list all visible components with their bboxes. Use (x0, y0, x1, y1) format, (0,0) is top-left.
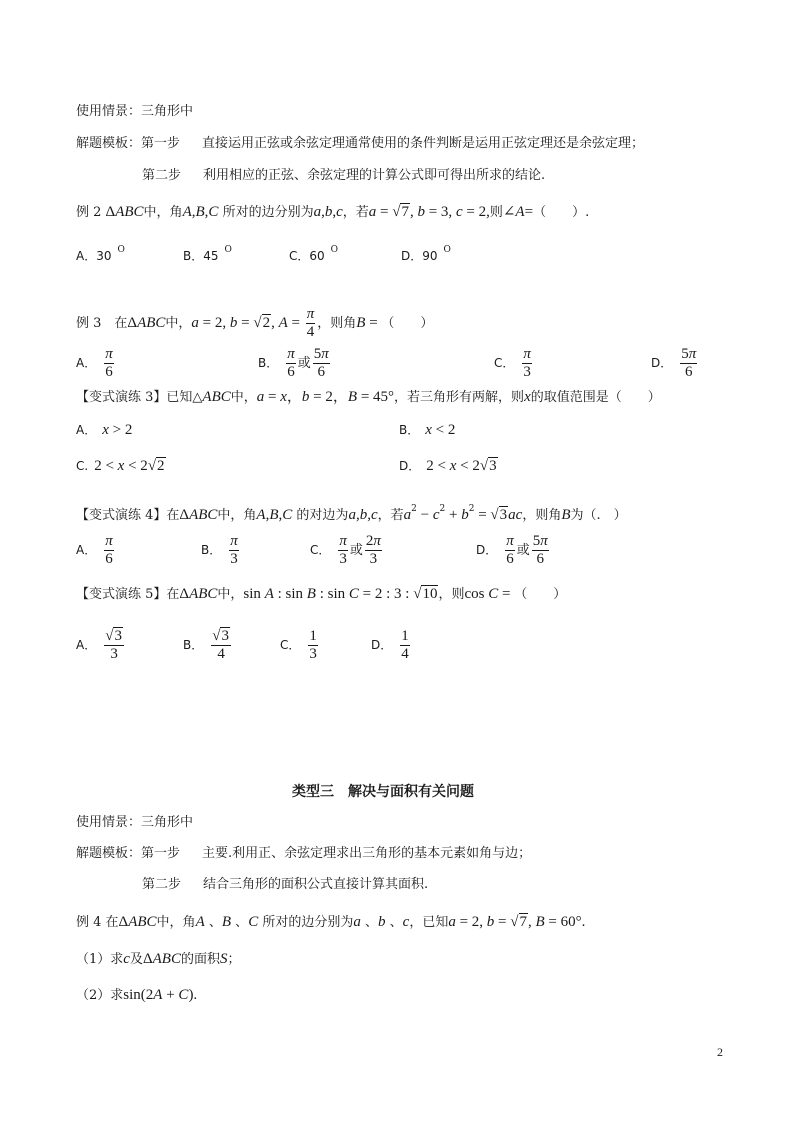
example-3-option-c: C． $\frac{\pi}{3}$ (494, 346, 531, 380)
variation-5-option-d: D． $\frac{1}{4}$ (371, 628, 409, 662)
example-3-option-b: B． $\frac{\pi}{6}$ 或 $\frac{5\pi}{6}$ (258, 346, 329, 380)
example-4-question: 例 4 在ΔABC中，角A 、B 、C 所对的边分别为a 、b 、c，已知a = 2, b = √7, B = 60°. (76, 914, 586, 930)
variation-5-option-c: C． $\frac{1}{3}$ (280, 628, 317, 662)
variation-3-question: 【变式演练 3】已知△ABC中，a = x，b = 2，B = 45°，若三角形有两解，则x的取值范围是（ ） (76, 389, 661, 405)
section-title: 类型三 解决与面积有关问题 (292, 784, 474, 800)
section-scenario-line: 使用情景：三角形中 (76, 815, 194, 830)
variation-4-option-c: C． $\frac{\pi}{3}$ 或 $\frac{2\pi}{3}$ (310, 533, 381, 567)
scenario-line: 使用情景：三角形中 (76, 104, 194, 119)
example-2-option-d: D．90 $^O$ (401, 245, 451, 263)
example-2-option-a: A．30 $^O$ (76, 245, 125, 263)
example-2-option-c: C．60 $^O$ (289, 245, 339, 263)
section-step1-line: 解题模板：第一步 主要.利用正、余弦定理求出三角形的基本元素如角与边； (76, 846, 532, 861)
page-number: 2 (717, 1045, 723, 1059)
variation-4-question: 【变式演练 4】在ΔABC中，角A,B,C 的对边为a,b,c，若$a^2 - c^2 + b^2 = √3ac$，则角B为（. ） (76, 504, 627, 523)
example-4-part-2: （2）求sin(2A + C). (76, 987, 198, 1003)
section-step2-line: 第二步 结合三角形的面积公式直接计算其面积. (142, 877, 429, 892)
variation-5-option-a: A． $\frac{√3}{3}$ (76, 628, 122, 662)
example-2-option-b: B．45 $^O$ (183, 245, 232, 263)
example-3-option-a: A． $\frac{\pi}{6}$ (76, 346, 113, 380)
example-3-question: 例 3 在ΔABC中，a = 2, b = √2, A = $\frac{\pi}{4}$ ，则角B = （ ） (76, 306, 434, 340)
variation-3-option-b: B． x < 2 (399, 422, 456, 438)
variation-4-option-a: A． $\frac{\pi}{6}$ (76, 533, 113, 567)
variation-3-option-d: D． 2 < x < 2√3 (399, 458, 497, 474)
example-3-option-d: D． $\frac{5\pi}{6}$ (651, 346, 697, 380)
example-2-question: 例 2 ΔABC中，角A,B,C 所对的边分别为a,b,c，若a = √7, b = 3, c = 2,则∠A=（ ）. (76, 204, 590, 220)
example-4-part-1: （1）求c及ΔABC的面积S； (76, 951, 241, 967)
step1-line: 解题模板：第一步 直接运用正弦或余弦定理通常使用的条件判断是运用正弦定理还是余弦定理； (76, 136, 645, 151)
variation-4-option-b: B． $\frac{\pi}{3}$ (201, 533, 238, 567)
variation-3-option-a: A． x > 2 (76, 422, 133, 438)
step2-line: 第二步 利用相应的正弦、余弦定理的计算公式即可得出所求的结论. (142, 168, 546, 183)
variation-3-option-c: C. 2 < x < 2√2 (76, 458, 165, 474)
variation-5-question: 【变式演练 5】在ΔABC中，sin A : sin B : sin C = 2 : 3 : √10，则cos C = （ ） (76, 586, 567, 602)
variation-4-option-d: D． $\frac{\pi}{6}$ 或 $\frac{5\pi}{6}$ (476, 533, 548, 567)
variation-5-option-b: B． $\frac{√3}{4}$ (183, 628, 229, 662)
